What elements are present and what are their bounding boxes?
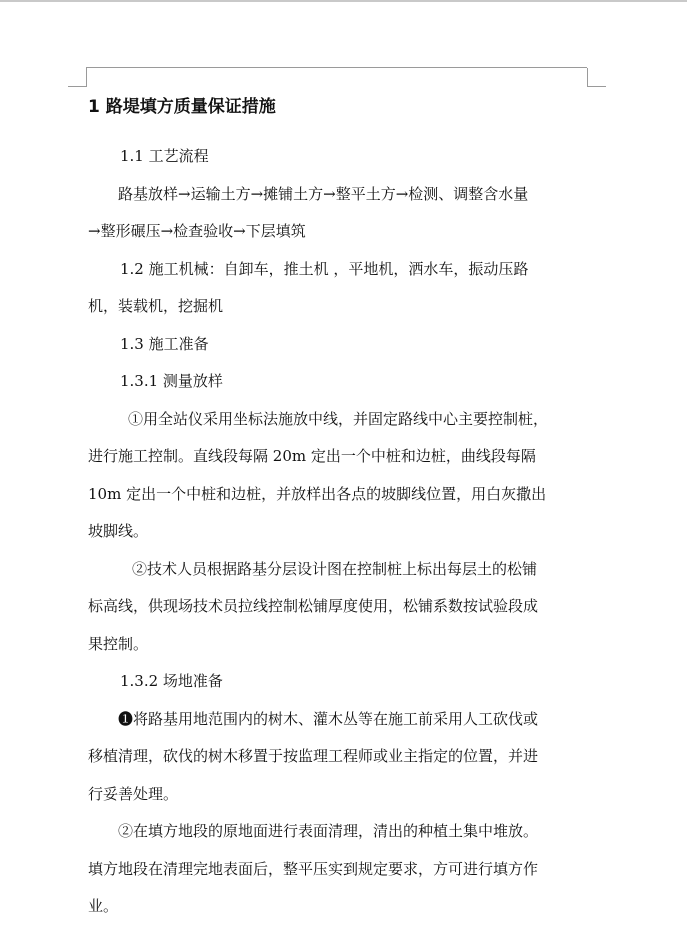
paragraph-line: 10m 定出一个中桩和边桩，并放样出各点的坡脚线位置，用白灰撒出	[88, 484, 547, 503]
paragraph-line: 进行施工控制。直线段每隔 20m 定出一个中桩和边桩，曲线段每隔	[88, 447, 536, 465]
paragraph-line: 坡脚线。	[88, 522, 149, 540]
paragraph-line: ①用全站仪采用坐标法施放中线，并固定路线中心主要控制桩，	[128, 409, 549, 428]
header-margin-line	[86, 67, 587, 68]
page-corner-mark-left	[68, 68, 87, 87]
paragraph-line: ②技术人员根据路基分层设计图在控制桩上标出每层土的松铺	[132, 559, 538, 578]
subheading-1-3: 1.3 施工准备	[120, 334, 209, 353]
section-heading: 1 路堤填方质量保证措施	[88, 97, 276, 117]
subheading-1-1: 1.1 工艺流程	[120, 147, 209, 165]
subheading-1-3-1: 1.3.1 测量放样	[120, 372, 223, 390]
paragraph-line: 填方地段在清理完地表面后，整平压实到规定要求，方可进行填方作	[88, 859, 539, 878]
paragraph-line: ②在填方地段的原地面进行表面清理，清出的种植土集中堆放。	[118, 822, 539, 840]
paragraph-line: ❶将路基用地范围内的树木、灌木丛等在施工前采用人工砍伐或	[118, 709, 539, 728]
window-top-border	[0, 0, 687, 2]
paragraph-line: 业。	[88, 897, 119, 915]
paragraph-line: 1.2 施工机械：自卸车，推土机 ，平地机，洒水车，振动压路	[120, 259, 529, 278]
subheading-1-3-2: 1.3.2 场地准备	[120, 672, 223, 690]
paragraph-line: 标高线，供现场技术员拉线控制松铺厚度使用，松铺系数按试验段成	[88, 597, 539, 615]
paragraph-line: 移植清理，砍伐的树木移置于按监理工程师或业主指定的位置，并进	[88, 747, 539, 765]
page-corner-mark-right	[587, 68, 606, 87]
paragraph-line: 路基放样→运输土方→摊铺土方→整平土方→检测、调整含水量	[118, 184, 529, 203]
paragraph-line: 行妥善处理。	[88, 784, 179, 803]
paragraph-line: →整形碾压→检查验收→下层填筑	[88, 222, 306, 240]
paragraph-line: 果控制。	[88, 634, 149, 653]
document-body[interactable]	[88, 90, 590, 926]
paragraph-line: 机，装载机，挖掘机	[88, 297, 224, 315]
